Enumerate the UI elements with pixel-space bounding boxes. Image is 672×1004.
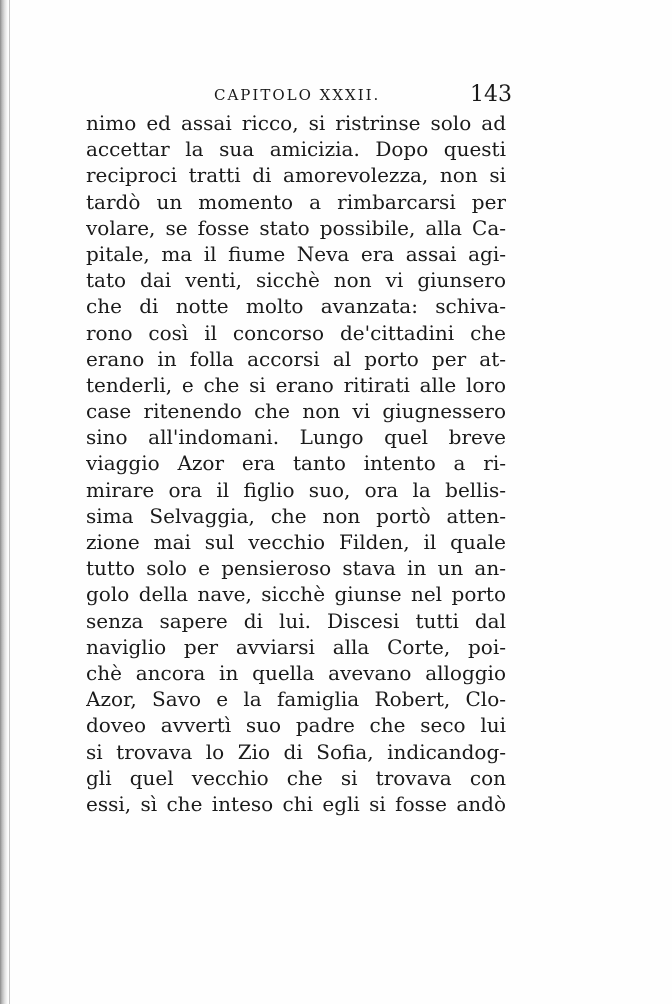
page-header <box>86 82 518 110</box>
text-line: erano in folla accorsi al porto per at- <box>86 346 506 371</box>
text-line: naviglio per avviarsi alla Corte, poi- <box>86 634 506 659</box>
text-line: nimo ed assai ricco, si ristrinse solo ad <box>86 111 506 135</box>
text-line: tenderli, e che si erano ritirati alle loro <box>86 372 506 397</box>
text-line: senza sapere di lui. Discesi tutti dal <box>86 608 506 633</box>
text-line: pitale, ma il fiume Neva era assai agi- <box>86 241 506 266</box>
text-line: gli quel vecchio che si trovava con <box>86 765 506 790</box>
running-head: CAPITOLO XXXII. <box>214 86 381 104</box>
page-binding-edge <box>0 0 8 1004</box>
text-line: zione mai sul vecchio Filden, il quale <box>86 530 506 554</box>
text-line: case ritenendo che non vi giugnessero <box>86 399 506 424</box>
page-number: 143 <box>470 82 512 107</box>
text-line: viaggio Azor era tanto intento a ri- <box>86 451 506 476</box>
text-line: sima Selvaggia, che non portò atten- <box>86 503 506 528</box>
body-text <box>86 110 506 817</box>
text-line: tutto solo e pensieroso stava in un an- <box>86 556 506 581</box>
text-line: essi, sì che inteso chi egli si fosse andò <box>86 791 506 816</box>
text-line: accettar la sua amicizia. Dopo questi <box>86 137 506 162</box>
text-line: tardò un momento a rimbarcarsi per <box>86 189 506 214</box>
text-line: Azor, Savo e la famiglia Robert, Clo- <box>86 687 506 712</box>
text-line: reciproci tratti di amorevolezza, non si <box>86 163 506 188</box>
text-line: tato dai venti, sicchè non vi giunsero <box>86 268 506 293</box>
text-line: doveo avvertì suo padre che seco lui <box>86 713 506 738</box>
page-binding-line <box>9 0 10 1004</box>
text-line: volare, se fosse stato possibile, alla Ca- <box>86 215 506 240</box>
text-line: che di notte molto avanzata: schiva- <box>86 294 506 319</box>
text-line: chè ancora in quella avevano alloggio <box>86 660 506 685</box>
text-line: sino all'indomani. Lungo quel breve <box>86 425 506 450</box>
text-line: rono così il concorso de'cittadini che <box>86 320 506 345</box>
text-line: si trovava lo Zio di Sofia, indicandog- <box>86 739 506 764</box>
text-line: golo della nave, sicchè giunse nel porto <box>86 582 506 607</box>
text-line: mirare ora il figlio suo, ora la bellis- <box>86 477 506 502</box>
